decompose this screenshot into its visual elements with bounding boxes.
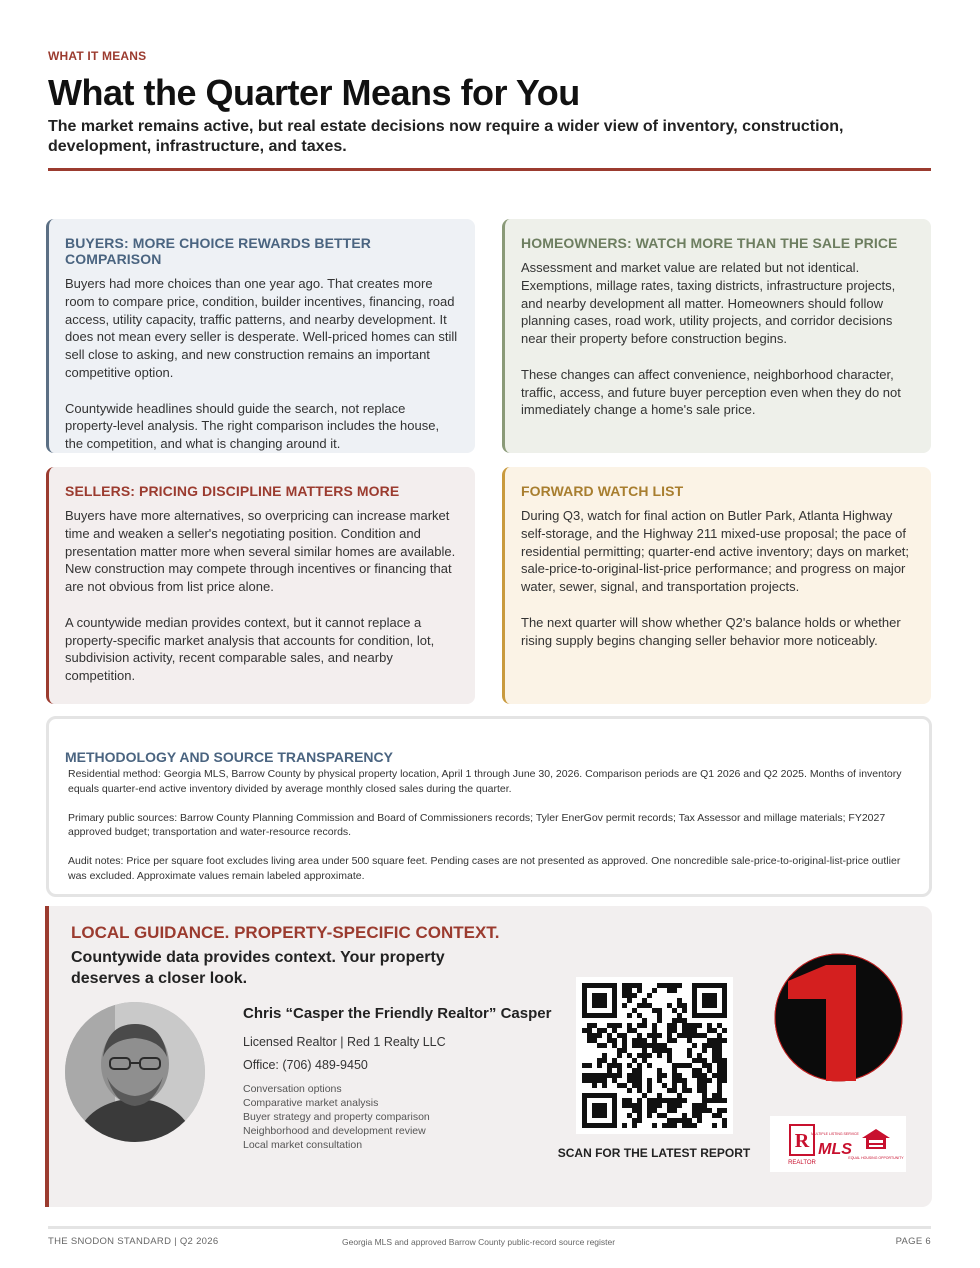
buyers-card	[46, 219, 475, 453]
methodology-title: METHODOLOGY AND SOURCE TRANSPARENCY	[65, 749, 393, 765]
eho-badge-text: EQUAL HOUSING OPPORTUNITY	[848, 1156, 904, 1160]
realtor-badge-text: REALTOR	[788, 1160, 816, 1166]
contact-panel	[45, 906, 932, 1207]
agent-photo	[65, 1002, 205, 1142]
red-1-logo-icon	[774, 953, 903, 1082]
watch-list-card	[502, 467, 931, 704]
footer-source-note: Georgia MLS and approved Barrow County public-record source register	[342, 1237, 616, 1247]
methodology-box	[46, 716, 932, 897]
agent-name: Chris “Casper the Friendly Realtor” Casper	[243, 1005, 552, 1022]
realtor-mls-eho-icons	[770, 1116, 906, 1172]
methodology-paragraph-1: Residential method: Georgia MLS, Barrow County by physical property location, April 1 through June 30, 2026. Comparison periods are Q1 2026 and Q2 2025. Months of inventory equals quarter-end active inventory divided by average monthly closed sales during the quarter.	[68, 768, 902, 795]
watch-list-card-title: FORWARD WATCH LIST	[521, 483, 684, 499]
service-option: Conversation options	[243, 1083, 342, 1095]
agent-license: Licensed Realtor | Red 1 Realty LLC	[243, 1035, 446, 1049]
contact-subheading: Countywide data provides context. Your property deserves a closer look.	[71, 949, 445, 987]
contact-heading: LOCAL GUIDANCE. PROPERTY-SPECIFIC CONTEXT.	[71, 923, 500, 942]
methodology-paragraph-2: Primary public sources: Barrow County Planning Commission and Board of Commissioners records; Tyler EnerGov permit records; Tax Assessor and millage materials; FY2027 approved budget; transportation and water-resource records.	[68, 811, 886, 838]
buyers-card-paragraph-1: Buyers had more choices than one year ago. That creates more room to compare price, condition, builder incentives, financing, road access, utility capacity, traffic patterns, and nearby development. It does not mean every seller is desperate. Well-priced homes can still sell close to asking, and new construction remains an important competitive option.	[65, 276, 458, 380]
svg-text:R: R	[794, 1130, 810, 1152]
eyebrow-label: WHAT IT MEANS	[48, 49, 147, 63]
buyers-card-paragraph-2: Countywide headlines should guide the search, not replace property-level analysis. The right comparison includes the house, the competition, and what is changing around it.	[65, 400, 440, 452]
qr-code[interactable]	[576, 977, 733, 1134]
watch-list-card-paragraph-2: The next quarter will show whether Q2's balance holds or whether rising supply begins changing seller behavior more noticeably.	[521, 614, 901, 648]
qr-label: SCAN FOR THE LATEST REPORT	[557, 1146, 751, 1160]
agent-office-phone: Office: (706) 489-9450	[243, 1058, 368, 1072]
methodology-paragraph-3: Audit notes: Price per square foot excludes living area under 500 square feet. Pending cases are not presented as approved. One noncredible sale-price-to-original-list-price outlier was excluded. Approximate values remain labeled approximate.	[68, 855, 901, 882]
header-rule	[48, 168, 931, 171]
realtor-mls-eho-badges	[770, 1116, 906, 1172]
homeowners-card-paragraph-2: These changes can affect convenience, neighborhood character, traffic, access, and future buyer perception even when they do not immediately change a home's sale price.	[521, 366, 901, 418]
mls-badge-text: MLS	[818, 1141, 852, 1158]
service-option: Local market consultation	[243, 1139, 363, 1151]
page-title: What the Quarter Means for You	[48, 72, 580, 113]
mls-badge-subtext: MULTIPLE LISTING SERVICE	[811, 1132, 859, 1136]
sellers-card	[46, 467, 475, 704]
buyers-card-title: BUYERS: MORE CHOICE REWARDS BETTER COMPARISON	[65, 235, 371, 267]
homeowners-card	[502, 219, 931, 453]
service-options-list	[243, 1082, 430, 1152]
footer-publication: THE SNODON STANDARD | Q2 2026	[48, 1236, 219, 1247]
homeowners-card-title: HOMEOWNERS: WATCH MORE THAN THE SALE PRICE	[521, 235, 898, 251]
service-option: Neighborhood and development review	[243, 1125, 426, 1137]
sellers-card-paragraph-1: Buyers have more alternatives, so overpricing can increase market time and weaken a seller's negotiating position. Condition and presentation matter more when several similar homes are available. New construction may compete through incentives or financing that are not obvious from list price alone.	[65, 508, 456, 595]
red-1-realty-logo	[774, 953, 903, 1082]
page-number: PAGE 6	[895, 1236, 931, 1247]
service-option: Buyer strategy and property comparison	[243, 1111, 430, 1123]
sellers-card-title: SELLERS: PRICING DISCIPLINE MATTERS MORE	[65, 483, 400, 499]
sellers-card-paragraph-2: A countywide median provides context, but it cannot replace a property-specific market analysis that accounts for condition, lot, subdivision activity, recent comparable sales, and nearby competition.	[65, 614, 435, 684]
page-subtitle: The market remains active, but real estate decisions now require a wider view of inventory, construction, development, infrastructure, and taxes.	[48, 118, 844, 155]
homeowners-card-paragraph-1: Assessment and market value are related but not identical. Exemptions, millage rates, taxing districts, infrastructure projects, and nearby development all matter. Homeowners should follow planning cases, road work, utility projects, and corridor decisions near their property before construction begins.	[521, 260, 896, 347]
agent-portrait-image	[65, 1002, 205, 1142]
footer-rule	[48, 1226, 931, 1229]
qr-code-image	[576, 977, 733, 1134]
watch-list-card-paragraph-1: During Q3, watch for final action on Butler Park, Atlanta Highway self-storage, and the Highway 211 mixed-use proposal; the pace of residential permitting; quarter-end active inventory; days on market; sale-price-to-original-list-price performance; and progress on major water, sewer, signal, and transportation projects.	[521, 508, 910, 595]
service-option: Comparative market analysis	[243, 1097, 379, 1109]
